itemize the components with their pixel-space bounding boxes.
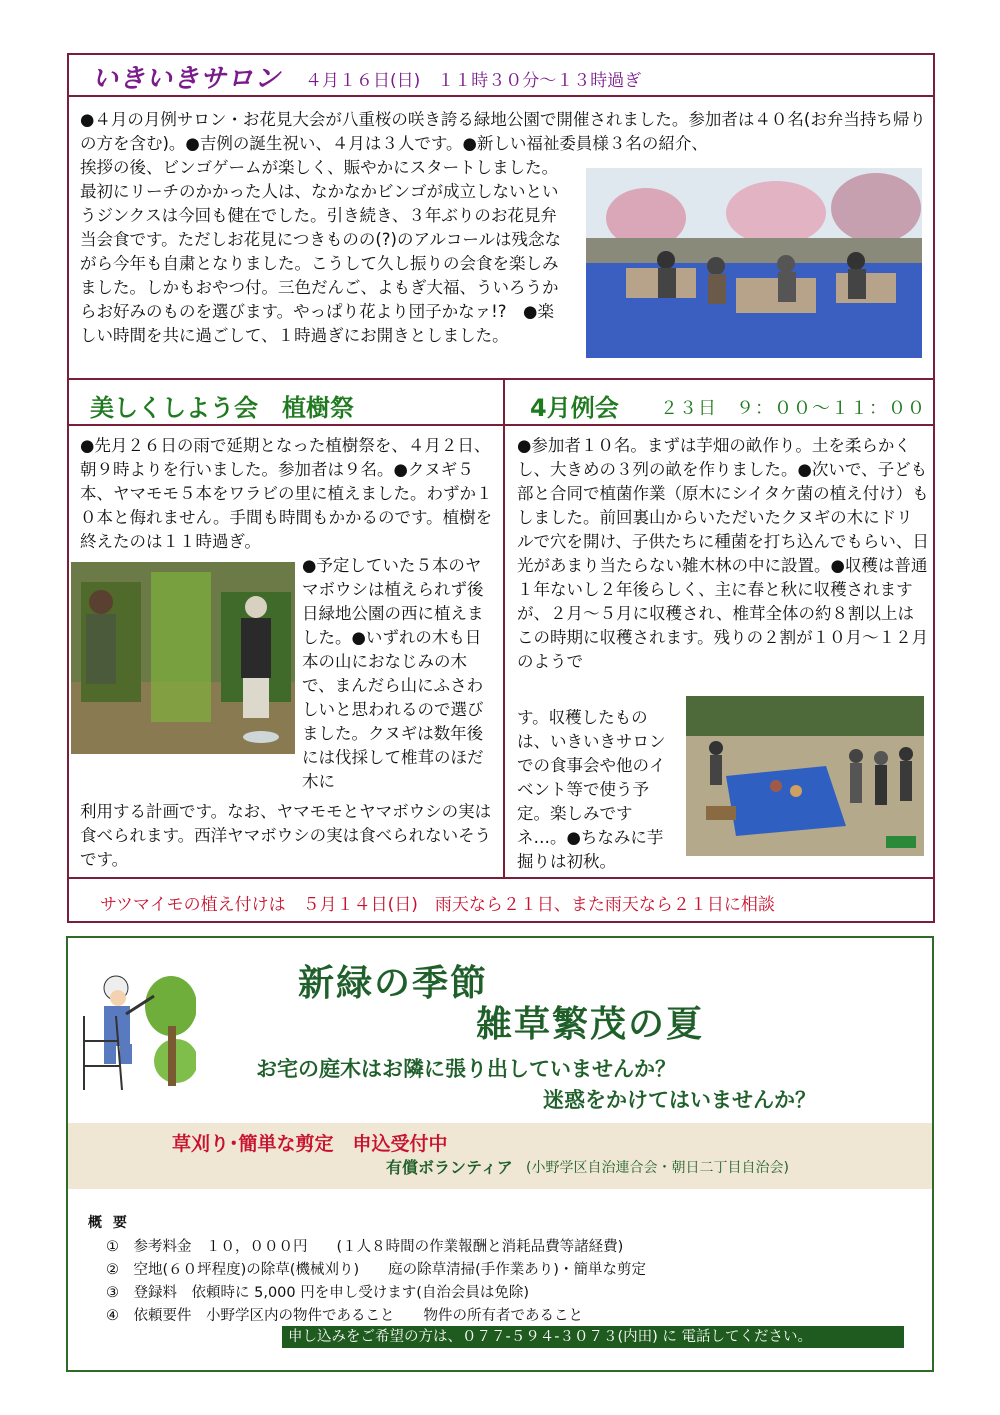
divider	[67, 95, 935, 97]
planting-text-top: ●先月２６日の雨で延期となった植樹祭を、４月２日、朝９時よりを行いました。参加者は９名。●クヌギ５本、ヤマモモ５本をワラビの里に植えました。わずか１０本と侮れません。手間も時間もかかるのです。植樹を終えたのは１１時過ぎ。	[80, 436, 493, 551]
summary-item-4: ④ 依頼要件 小野学区内の物件であること 物件の所有者であること	[106, 1308, 583, 1324]
salon-photo	[586, 168, 922, 358]
salon-text-top: ●４月の月例サロン・お花見大会が八重桜の咲き誇る緑地公園で開催されました。参加者は４０名(お弁当持ち帰りの方を含む)。●吉例の誕生祝い、４月は３人です。●新しい福祉委員様３名の紹介、	[80, 110, 926, 153]
salon-title: いきいきサロン	[92, 64, 282, 94]
column-divider	[503, 378, 505, 878]
summary-item-3: ③ 登録料 依頼時に 5,000 円を申し受けます(自治会員は免除)	[106, 1285, 530, 1301]
ad-headline-1: 新緑の季節	[298, 963, 489, 1004]
summary-item-2: ② 空地(６０坪程度)の除草(機械刈り) 庭の除草清掃(手作業あり)・簡単な剪定	[106, 1262, 646, 1278]
meeting-title: 4月例会	[530, 394, 619, 422]
salon-date: ４月１６日(日) １１時３０分～１３時過ぎ	[305, 71, 642, 91]
salon-text-left: 挨拶の後、ビンゴゲームが楽しく、賑やかにスタートしました。最初にリーチのかかった人は、なかなかビンゴが成立しないというジンクスは今回も健在でした。引き続き、３年ぶりのお花見弁当会食です。ただしお花見につきものの(?)のアルコールは残念ながら今年も自粛となりました。こうして久し振りの会食を楽しみました。しかもおやつ付。三色だんご、よもぎ大福、ういろうからお好みのものを選びます。やっぱり花より団子かなァ!? ●楽しい時間を共に過ごして、１時過ぎにお開きとしました。	[80, 158, 561, 345]
meeting-text-top: ●参加者１０名。まずは芋畑の畝作り。土を柔らかくし、大きめの３列の畝を作りました。●次いで、子ども部と合同で植菌作業（原木にシイタケ菌の植え付け）もしました。前回裏山からいただいたクヌギの木にドリルで穴を開け、子供たちに種菌を打ち込んでもらい、日光があまり当たらない雑木林の中に設置。●収穫は普通１年ないし２年後らしく、主に春と秋に収穫されますが、２月～５月に収穫され、椎茸全体の約８割以上はこの時期に収穫されます。残りの２割が１０月～１２月のようで	[517, 436, 929, 671]
divider	[67, 378, 935, 380]
planting-text-wrap: ●予定していた５本のヤマボウシは植えられず後日緑地公園の西に植えました。●いずれの木も日本の山におなじみの木で、まんだら山にふさわしいと思われるので選びました。クヌギは数年後には伐採して椎茸のほだ木に	[302, 556, 484, 791]
ad-question-1: お宅の庭木はお隣に張り出していませんか？	[256, 1057, 676, 1081]
band-title: 草刈り･簡単な剪定 申込受付中	[172, 1133, 448, 1155]
planting-title: 美しくしよう会 植樹祭	[90, 394, 354, 422]
meeting-text-wrap: す。収穫したものは、いきいきサロンでの食事会や他のイベント等で使う予定。楽しみですネ…。●ちなみに芋掘りは初秋。	[517, 708, 666, 871]
contact-bar: 申し込みをご希望の方は、０７７-５９４-３０７３(内田) に 電話してください。	[282, 1326, 904, 1348]
ad-question-2: 迷惑をかけてはいませんか？	[543, 1088, 816, 1112]
gardener-illustration	[76, 966, 196, 1094]
notice-text: サツマイモの植え付けは ５月１４日(日) 雨天なら２１日、また雨天なら２１日に相談	[100, 895, 775, 915]
summary-item-1: ① 参考料金 １０，０００円 (１人８時間の作業報酬と消耗品費等諸経費)	[106, 1239, 624, 1255]
band-sub-orgs: (小野学区自治連合会・朝日二丁目自治会)	[526, 1160, 789, 1176]
summary-title: 概 要	[88, 1215, 130, 1231]
planting-photo	[71, 562, 295, 754]
divider	[67, 877, 935, 879]
meeting-photo	[686, 696, 924, 856]
meeting-date: ２３日 ９：００～１１：００	[660, 398, 926, 419]
band-sub-volunteer: 有償ボランティア	[386, 1158, 513, 1177]
ad-headline-2: 雑草繁茂の夏	[476, 1004, 705, 1045]
divider	[67, 424, 935, 426]
planting-text-bottom: 利用する計画です。なお、ヤマモモとヤマボウシの実は食べられます。西洋ヤマボウシの実は食べられないそうです。	[80, 802, 492, 869]
